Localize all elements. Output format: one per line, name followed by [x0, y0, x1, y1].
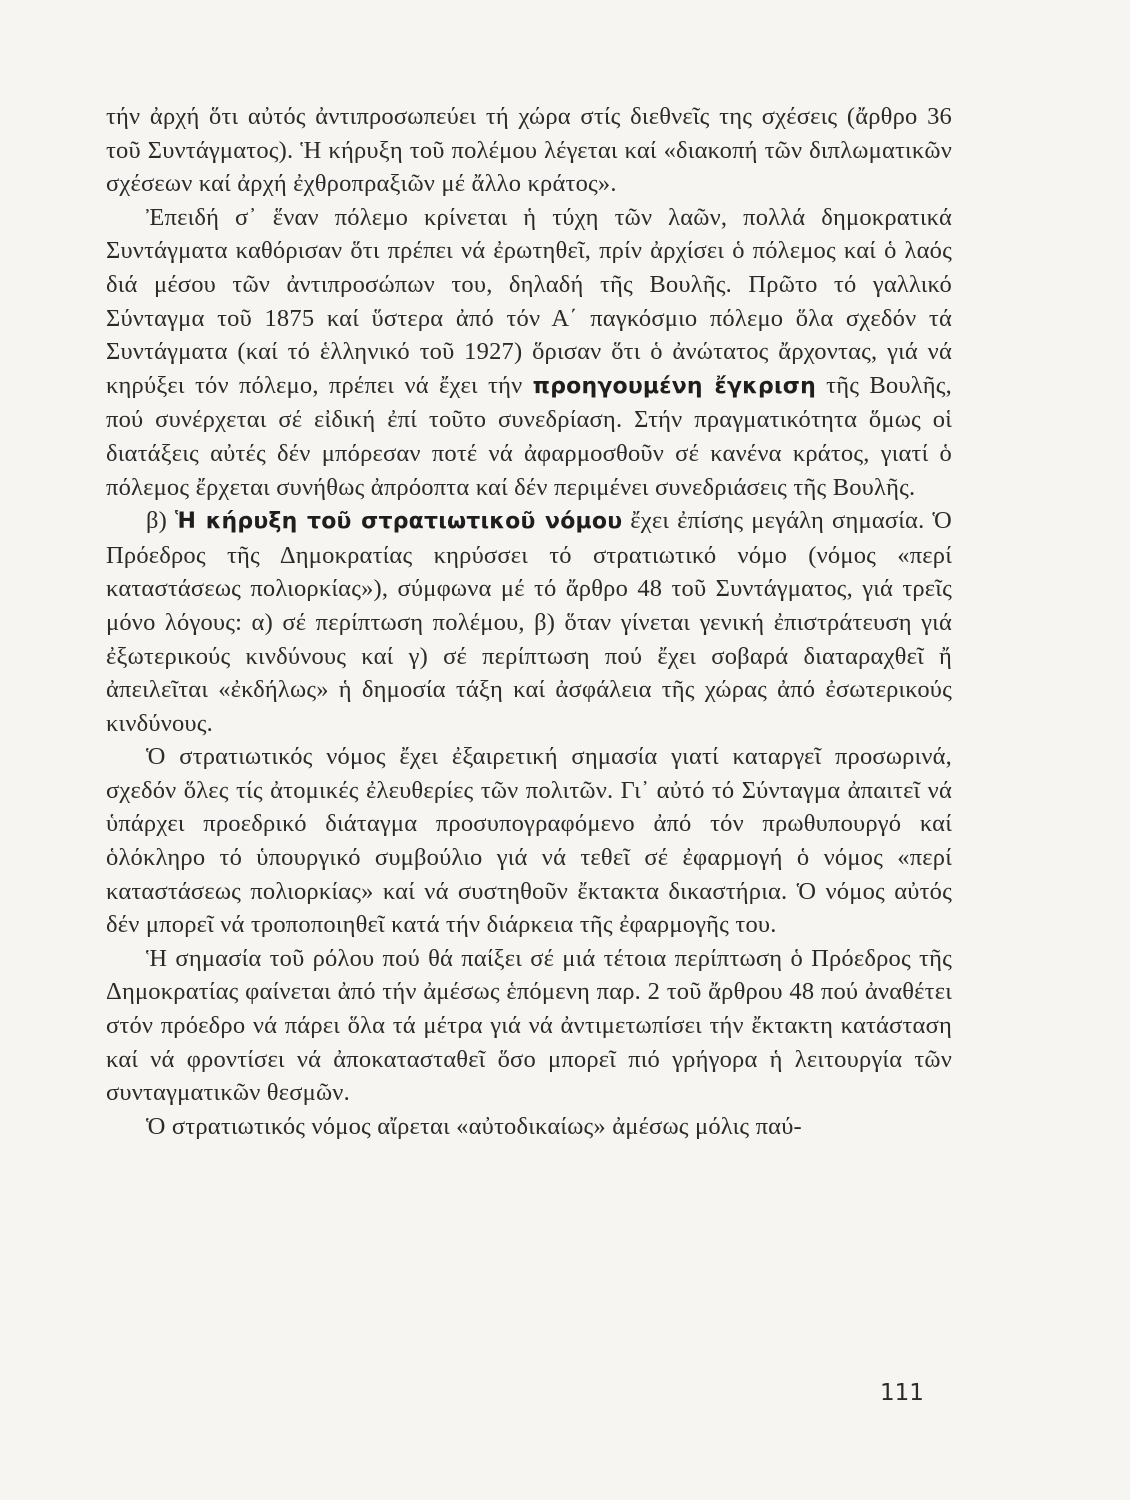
page-number: 111 — [880, 1380, 924, 1406]
paragraph-3 — [106, 504, 952, 740]
paragraph-1 — [106, 100, 952, 201]
paragraph-4 — [106, 740, 952, 942]
text-segment: Ἡ σημασία τοῦ ρόλου πού θά παίξει σέ μιά τέτοια περίπτωση ὁ Πρόεδρος τῆς Δημοκρατίας φαίνεται ἀπό τήν ἀμέσως ἑπόμενη παρ. 2 τοῦ ἄρθρου 48 πού ἀναθέτει στόν πρόεδρο νά πάρει ὅλα τά μέτρα γιά νά ἀντιμετωπίσει τήν ἔκτακτη κατάσταση καί νά φροντίσει νά ἀποκατασταθεῖ ὅσο μπορεῖ πιό γρήγορα ἡ λειτουργία τῶν συνταγματικῶν θεσμῶν. — [106, 944, 952, 1107]
text-segment: Ἐπειδή σ᾽ ἕναν πόλεμο κρίνεται ἡ τύχη τῶν λαῶν, πολλά δημοκρατικά Συντάγματα καθόρισαν ὅτι πρέπει νά ἐρωτηθεῖ, πρίν ἀρχίσει ὁ πόλεμος καί ὁ λαός διά μέσου τῶν ἀντιπροσώπων του, δηλαδή τῆς Βουλῆς. Πρῶτο τό γαλλικό Σύνταγμα τοῦ 1875 καί ὕστερα ἀπό τόν Α΄ παγκόσμιο πόλεμο ὅλα σχεδόν τά Συντάγματα (καί τό ἑλληνικό τοῦ 1927) ὅρισαν ὅτι ὁ ἀνώτατος ἄρχοντας, γιά νά κηρύξει τόν πόλεμο, πρέπει νά ἔχει τήν — [106, 203, 952, 399]
text-segment: Ὁ στρατιωτικός νόμος αἴρεται «αὐτοδικαίως» ἀμέσως μόλις παύ- — [146, 1112, 802, 1140]
text-segment: τῆς Βουλῆς, πού συνέρχεται σέ εἰδική ἐπί τοῦτο συνεδρίαση. Στήν πραγματικότητα ὅμως οἱ διατάξεις αὐτές δέν μπόρεσαν ποτέ νά ἀφαρμοσθοῦν σέ κανένα κράτος, γιατί ὁ πόλεμος ἔρχεται συνήθως ἀπρόοπτα καί δέν περιμένει συνεδριάσεις τῆς Βουλῆς. — [106, 371, 952, 501]
text-segment: β) — [146, 507, 176, 535]
body-text — [106, 100, 952, 1143]
paragraph-6 — [106, 1110, 952, 1144]
bold-emphasis: Ἡ κήρυξη τοῦ στρατιωτικοῦ νόμου — [175, 509, 623, 535]
bold-emphasis: προηγουμένη ἔγκριση — [532, 373, 816, 399]
text-segment: τήν ἀρχή ὅτι αὐτός ἀντιπροσωπεύει τή χώρα στίς διεθνεῖς της σχέσεις (ἄρθρο 36 τοῦ Συντάγματος). Ἡ κήρυξη τοῦ πολέμου λέγεται καί «διακοπή τῶν διπλωματικῶν σχέσεων καί ἀρχή ἐχθροπραξιῶν μέ ἄλλο κράτος». — [106, 103, 952, 198]
text-segment: Ὁ στρατιωτικός νόμος ἔχει ἐξαιρετική σημασία γιατί καταργεῖ προσωρινά, σχεδόν ὅλες τίς ἀτομικές ἐλευθερίες τῶν πολιτῶν. Γι᾽ αὐτό τό Σύνταγμα ἀπαιτεῖ νά ὑπάρχει προεδρικό διάταγμα προσυπογραφόμενο ἀπό τόν πρωθυπουργό καί ὁλόκληρο τό ὑπουργικό συμβούλιο γιά νά τεθεῖ σέ ἐφαρμογή ὁ νόμος «περί καταστάσεως πολιορκίας» καί νά συστηθοῦν ἔκτακτα δικαστήρια. Ὁ νόμος αὐτός δέν μπορεῖ νά τροποποιηθεῖ κατά τήν διάρκεια τῆς ἐφαρμογῆς του. — [106, 743, 952, 939]
text-segment: ἔχει ἐπίσης μεγάλη σημασία. Ὁ Πρόεδρος τῆς Δημοκρατίας κηρύσσει τό στρατιωτικό νόμο (νόμος «περί καταστάσεως πολιορκίας»), σύμφωνα μέ τό ἄρθρο 48 τοῦ Συντάγματος, γιά τρεῖς μόνο λόγους: α) σέ περίπτωση πολέμου, β) ὅταν γίνεται γενική ἐπιστράτευση γιά ἐξωτερικούς κινδύνους καί γ) σέ περίπτωση πού ἔχει σοβαρά διαταραχθεῖ ἤ ἀπειλεῖται «ἐκδήλως» ἡ δημοσία τάξη καί ἀσφάλεια τῆς χώρας ἀπό ἐσωτερικούς κινδύνους. — [106, 507, 952, 737]
paragraph-2 — [106, 201, 952, 504]
paragraph-5 — [106, 942, 952, 1110]
